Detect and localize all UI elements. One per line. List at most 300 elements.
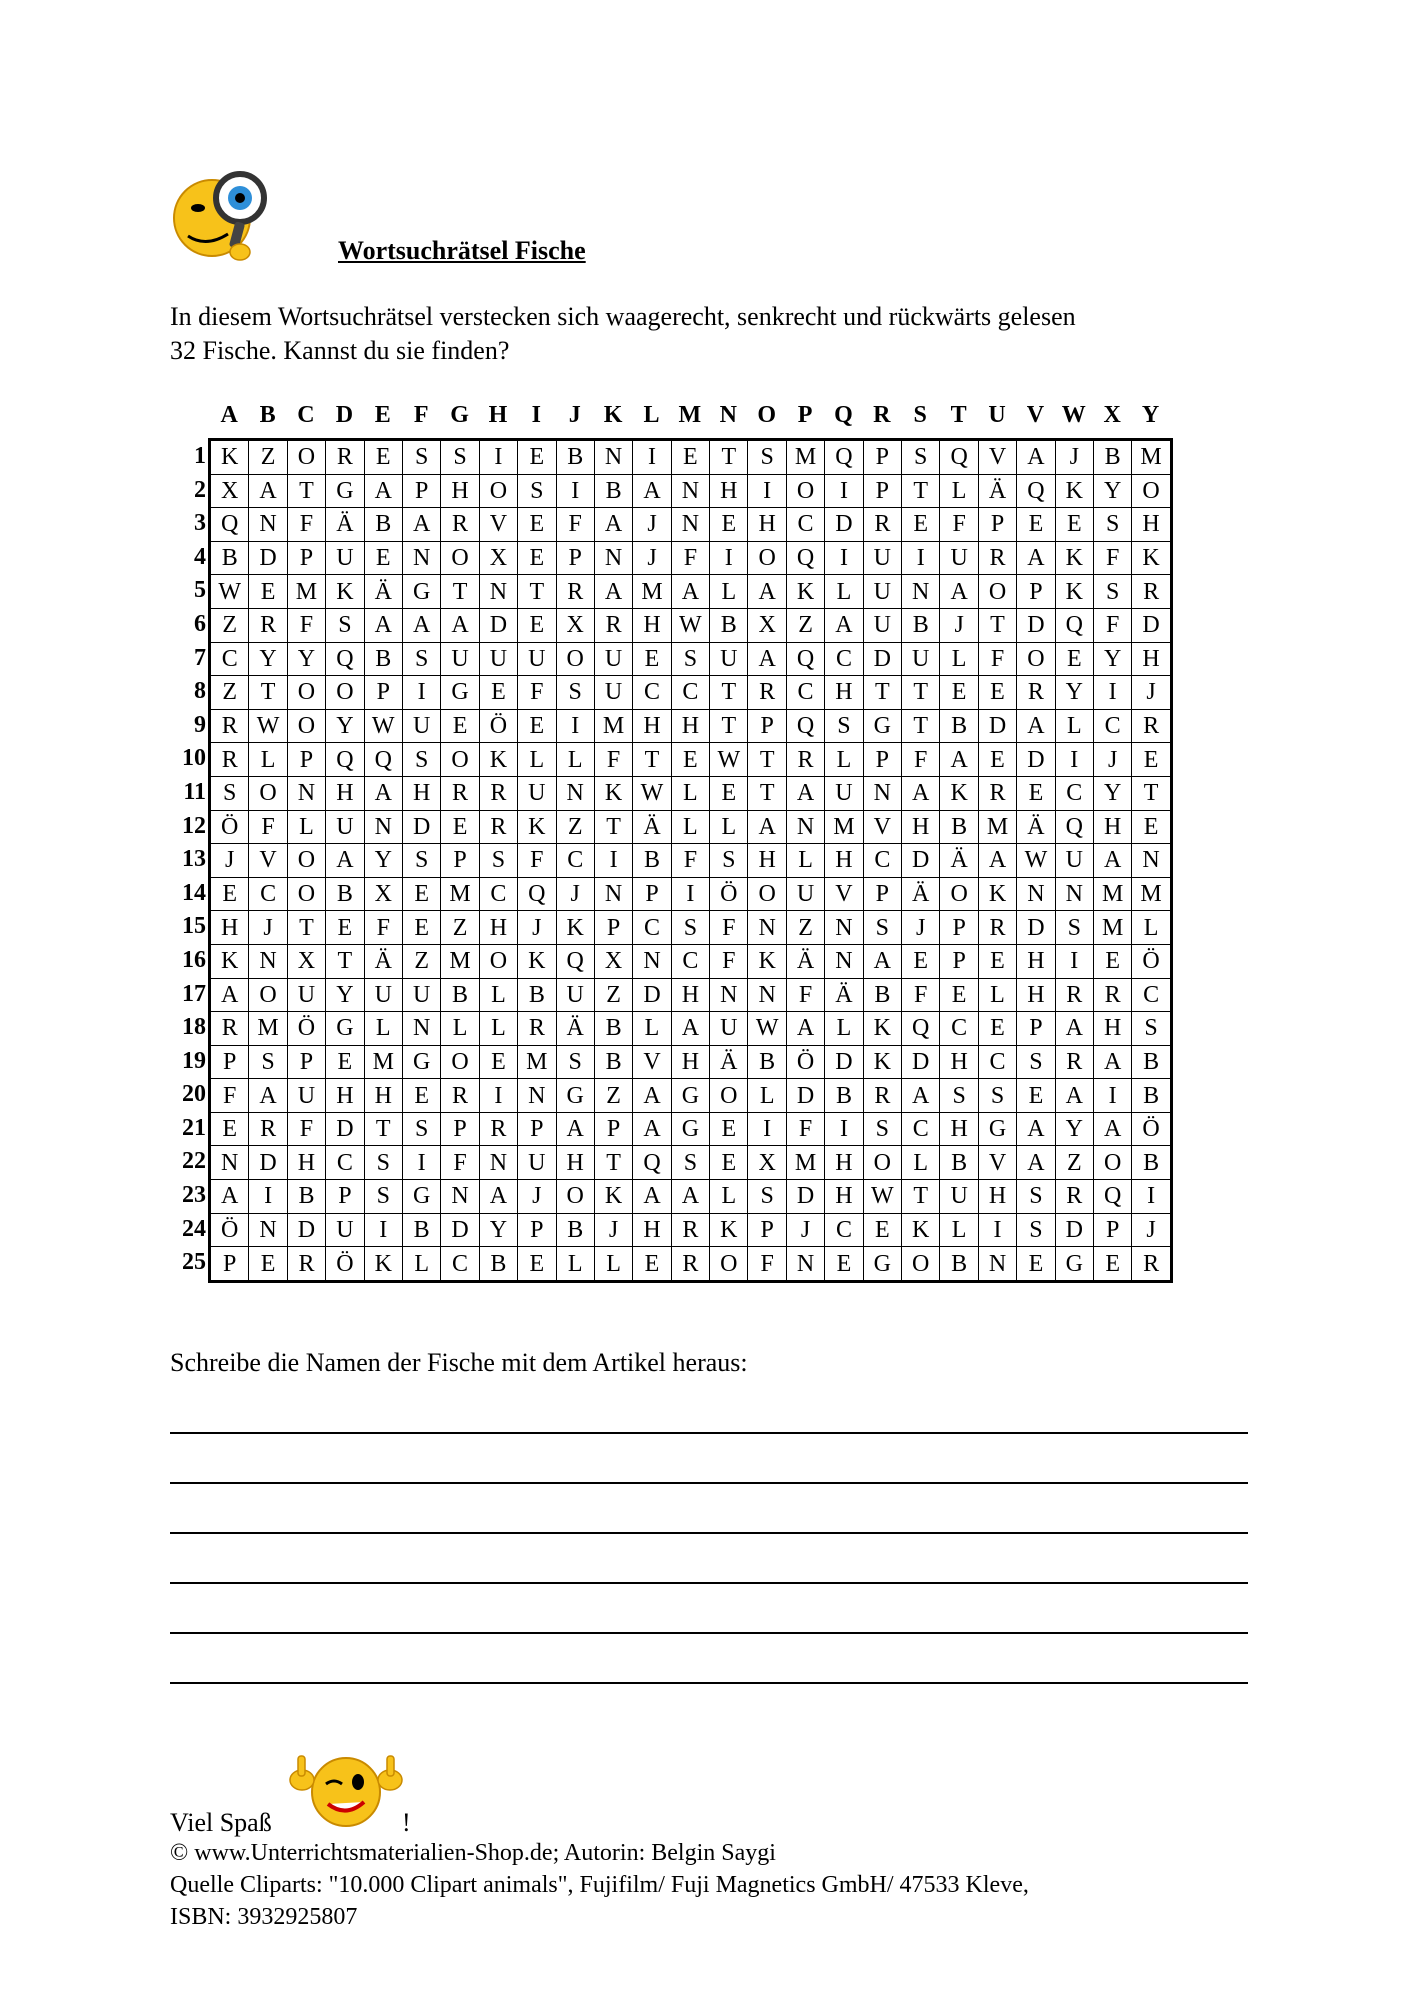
grid-cell[interactable]: R <box>479 776 517 810</box>
grid-cell[interactable]: G <box>402 575 440 609</box>
grid-cell[interactable]: F <box>978 642 1016 676</box>
grid-cell[interactable]: C <box>786 508 824 542</box>
grid-cell[interactable]: I <box>748 474 786 508</box>
grid-cell[interactable]: I <box>1055 743 1093 777</box>
grid-cell[interactable]: F <box>287 508 325 542</box>
grid-cell[interactable]: R <box>671 1213 709 1247</box>
grid-cell[interactable]: C <box>1055 776 1093 810</box>
grid-cell[interactable]: V <box>633 1045 671 1079</box>
grid-cell[interactable]: R <box>210 743 249 777</box>
grid-cell[interactable]: M <box>1132 440 1171 475</box>
grid-cell[interactable]: P <box>210 1247 249 1282</box>
grid-cell[interactable]: W <box>1017 844 1055 878</box>
grid-cell[interactable]: U <box>287 978 325 1012</box>
grid-cell[interactable]: K <box>748 944 786 978</box>
grid-cell[interactable]: E <box>940 676 978 710</box>
grid-cell[interactable]: J <box>786 1213 824 1247</box>
grid-cell[interactable]: U <box>940 541 978 575</box>
grid-cell[interactable]: M <box>249 1012 287 1046</box>
grid-cell[interactable]: P <box>518 1213 556 1247</box>
grid-cell[interactable]: C <box>671 676 709 710</box>
grid-cell[interactable]: D <box>249 541 287 575</box>
grid-cell[interactable]: Y <box>249 642 287 676</box>
grid-cell[interactable]: H <box>1132 508 1171 542</box>
grid-cell[interactable]: E <box>710 508 748 542</box>
grid-cell[interactable]: E <box>210 1112 249 1146</box>
grid-cell[interactable]: N <box>594 541 632 575</box>
grid-cell[interactable]: N <box>748 978 786 1012</box>
grid-cell[interactable]: Ö <box>287 1012 325 1046</box>
grid-cell[interactable]: D <box>902 844 940 878</box>
grid-cell[interactable]: K <box>518 810 556 844</box>
grid-cell[interactable]: N <box>978 1247 1016 1282</box>
grid-cell[interactable]: D <box>402 810 440 844</box>
grid-cell[interactable]: K <box>594 776 632 810</box>
grid-cell[interactable]: M <box>594 709 632 743</box>
grid-cell[interactable]: R <box>786 743 824 777</box>
grid-cell[interactable]: I <box>710 541 748 575</box>
grid-cell[interactable]: T <box>594 810 632 844</box>
grid-cell[interactable]: L <box>671 776 709 810</box>
grid-cell[interactable]: V <box>479 508 517 542</box>
grid-cell[interactable]: P <box>287 743 325 777</box>
grid-cell[interactable]: Ö <box>710 877 748 911</box>
grid-cell[interactable]: U <box>556 978 594 1012</box>
grid-cell[interactable]: Y <box>1093 642 1131 676</box>
grid-cell[interactable]: T <box>710 440 748 475</box>
grid-cell[interactable]: L <box>710 1180 748 1214</box>
grid-cell[interactable]: F <box>287 1112 325 1146</box>
grid-cell[interactable]: P <box>326 1180 364 1214</box>
grid-cell[interactable]: O <box>940 877 978 911</box>
grid-cell[interactable]: E <box>402 877 440 911</box>
grid-cell[interactable]: V <box>825 877 863 911</box>
grid-cell[interactable]: S <box>1093 508 1131 542</box>
grid-cell[interactable]: E <box>1132 810 1171 844</box>
grid-cell[interactable]: F <box>210 1079 249 1113</box>
grid-cell[interactable]: G <box>402 1045 440 1079</box>
grid-cell[interactable]: B <box>825 1079 863 1113</box>
grid-cell[interactable]: A <box>978 844 1016 878</box>
grid-cell[interactable]: A <box>210 1180 249 1214</box>
grid-cell[interactable]: C <box>326 1146 364 1180</box>
grid-cell[interactable]: E <box>249 575 287 609</box>
grid-cell[interactable]: U <box>402 709 440 743</box>
grid-cell[interactable]: O <box>287 709 325 743</box>
grid-cell[interactable]: K <box>556 911 594 945</box>
grid-cell[interactable]: P <box>863 877 901 911</box>
grid-cell[interactable]: Ö <box>210 1213 249 1247</box>
grid-cell[interactable]: K <box>1055 541 1093 575</box>
grid-cell[interactable]: Q <box>786 541 824 575</box>
grid-cell[interactable]: T <box>326 944 364 978</box>
grid-cell[interactable]: F <box>786 1112 824 1146</box>
grid-cell[interactable]: C <box>633 911 671 945</box>
grid-cell[interactable]: H <box>1093 1012 1131 1046</box>
grid-cell[interactable]: Y <box>326 978 364 1012</box>
grid-cell[interactable]: Q <box>518 877 556 911</box>
grid-cell[interactable]: E <box>710 776 748 810</box>
answer-line[interactable] <box>170 1632 1248 1634</box>
grid-cell[interactable]: P <box>863 474 901 508</box>
grid-cell[interactable]: S <box>364 1180 402 1214</box>
grid-cell[interactable]: U <box>594 676 632 710</box>
grid-cell[interactable]: H <box>902 810 940 844</box>
grid-cell[interactable]: I <box>556 474 594 508</box>
grid-cell[interactable]: M <box>786 1146 824 1180</box>
grid-cell[interactable]: O <box>479 474 517 508</box>
grid-cell[interactable]: U <box>326 810 364 844</box>
grid-cell[interactable]: O <box>287 844 325 878</box>
grid-cell[interactable]: M <box>441 877 479 911</box>
grid-cell[interactable]: Q <box>1017 474 1055 508</box>
grid-cell[interactable]: S <box>402 743 440 777</box>
grid-cell[interactable]: E <box>1017 1247 1055 1282</box>
grid-cell[interactable]: R <box>594 608 632 642</box>
grid-cell[interactable]: A <box>1093 844 1131 878</box>
grid-cell[interactable]: D <box>633 978 671 1012</box>
grid-cell[interactable]: N <box>210 1146 249 1180</box>
grid-cell[interactable]: D <box>287 1213 325 1247</box>
grid-cell[interactable]: Q <box>940 440 978 475</box>
grid-cell[interactable]: H <box>364 1079 402 1113</box>
grid-cell[interactable]: D <box>1132 608 1171 642</box>
grid-cell[interactable]: K <box>479 743 517 777</box>
grid-cell[interactable]: Z <box>402 944 440 978</box>
grid-cell[interactable]: W <box>633 776 671 810</box>
grid-cell[interactable]: Z <box>1055 1146 1093 1180</box>
grid-cell[interactable]: R <box>978 541 1016 575</box>
grid-cell[interactable]: D <box>441 1213 479 1247</box>
grid-cell[interactable]: T <box>710 676 748 710</box>
grid-cell[interactable]: R <box>441 1079 479 1113</box>
grid-cell[interactable]: O <box>249 776 287 810</box>
grid-cell[interactable]: Q <box>210 508 249 542</box>
grid-cell[interactable]: R <box>1055 1180 1093 1214</box>
grid-cell[interactable]: P <box>556 541 594 575</box>
grid-cell[interactable]: Y <box>1093 474 1131 508</box>
grid-cell[interactable]: A <box>594 508 632 542</box>
grid-cell[interactable]: B <box>518 978 556 1012</box>
grid-cell[interactable]: S <box>364 1146 402 1180</box>
grid-cell[interactable]: Q <box>364 743 402 777</box>
grid-cell[interactable]: R <box>556 575 594 609</box>
grid-cell[interactable]: N <box>825 944 863 978</box>
grid-cell[interactable]: E <box>671 743 709 777</box>
grid-cell[interactable]: L <box>825 1012 863 1046</box>
grid-cell[interactable]: N <box>479 575 517 609</box>
grid-cell[interactable]: K <box>863 1045 901 1079</box>
grid-cell[interactable]: E <box>518 1247 556 1282</box>
grid-cell[interactable]: S <box>1017 1180 1055 1214</box>
grid-cell[interactable]: A <box>863 944 901 978</box>
grid-cell[interactable]: X <box>556 608 594 642</box>
grid-cell[interactable]: L <box>556 743 594 777</box>
grid-cell[interactable]: S <box>748 1180 786 1214</box>
grid-cell[interactable]: H <box>633 709 671 743</box>
grid-cell[interactable]: B <box>940 1247 978 1282</box>
grid-cell[interactable]: A <box>671 1012 709 1046</box>
grid-cell[interactable]: H <box>479 911 517 945</box>
grid-cell[interactable]: O <box>556 642 594 676</box>
grid-cell[interactable]: T <box>364 1112 402 1146</box>
grid-cell[interactable]: N <box>249 944 287 978</box>
grid-cell[interactable]: Ö <box>210 810 249 844</box>
answer-line[interactable] <box>170 1532 1248 1534</box>
grid-cell[interactable]: O <box>441 1045 479 1079</box>
grid-cell[interactable]: E <box>364 440 402 475</box>
grid-cell[interactable]: R <box>1055 1045 1093 1079</box>
grid-cell[interactable]: P <box>1093 1213 1131 1247</box>
grid-cell[interactable]: X <box>748 608 786 642</box>
grid-cell[interactable]: R <box>441 508 479 542</box>
grid-cell[interactable]: M <box>287 575 325 609</box>
grid-cell[interactable]: I <box>825 1112 863 1146</box>
grid-cell[interactable]: E <box>518 440 556 475</box>
grid-cell[interactable]: E <box>978 676 1016 710</box>
grid-cell[interactable]: P <box>441 844 479 878</box>
grid-cell[interactable]: B <box>748 1045 786 1079</box>
grid-cell[interactable]: C <box>249 877 287 911</box>
grid-cell[interactable]: U <box>518 776 556 810</box>
grid-cell[interactable]: P <box>633 877 671 911</box>
grid-cell[interactable]: B <box>441 978 479 1012</box>
grid-cell[interactable]: N <box>556 776 594 810</box>
grid-cell[interactable]: F <box>671 844 709 878</box>
grid-cell[interactable]: H <box>940 1045 978 1079</box>
grid-cell[interactable]: E <box>518 709 556 743</box>
grid-cell[interactable]: Z <box>210 676 249 710</box>
grid-cell[interactable]: F <box>1093 541 1131 575</box>
grid-cell[interactable]: Ä <box>326 508 364 542</box>
grid-cell[interactable]: P <box>748 1213 786 1247</box>
grid-cell[interactable]: Ä <box>825 978 863 1012</box>
grid-cell[interactable]: C <box>902 1112 940 1146</box>
grid-cell[interactable]: A <box>364 608 402 642</box>
grid-cell[interactable]: H <box>710 474 748 508</box>
grid-cell[interactable]: A <box>671 1180 709 1214</box>
grid-cell[interactable]: R <box>1093 978 1131 1012</box>
grid-cell[interactable]: I <box>402 676 440 710</box>
grid-cell[interactable]: J <box>633 508 671 542</box>
grid-cell[interactable]: R <box>863 1079 901 1113</box>
grid-cell[interactable]: W <box>364 709 402 743</box>
grid-cell[interactable]: S <box>402 642 440 676</box>
grid-cell[interactable]: E <box>1093 944 1131 978</box>
grid-cell[interactable]: S <box>402 844 440 878</box>
grid-cell[interactable]: E <box>479 676 517 710</box>
grid-cell[interactable]: N <box>1055 877 1093 911</box>
grid-cell[interactable]: P <box>594 1112 632 1146</box>
grid-cell[interactable]: R <box>1132 1247 1171 1282</box>
grid-cell[interactable]: A <box>633 1079 671 1113</box>
grid-cell[interactable]: F <box>594 743 632 777</box>
grid-cell[interactable]: K <box>210 944 249 978</box>
grid-cell[interactable]: C <box>825 1213 863 1247</box>
grid-cell[interactable]: E <box>710 1112 748 1146</box>
grid-cell[interactable]: O <box>748 541 786 575</box>
grid-cell[interactable]: Ä <box>940 844 978 878</box>
grid-cell[interactable]: I <box>748 1112 786 1146</box>
grid-cell[interactable]: H <box>1017 944 1055 978</box>
grid-cell[interactable]: A <box>633 474 671 508</box>
grid-cell[interactable]: A <box>786 1012 824 1046</box>
grid-cell[interactable]: L <box>825 575 863 609</box>
grid-cell[interactable]: I <box>249 1180 287 1214</box>
grid-cell[interactable]: T <box>978 608 1016 642</box>
grid-cell[interactable]: M <box>441 944 479 978</box>
grid-cell[interactable]: Y <box>287 642 325 676</box>
grid-cell[interactable]: Q <box>902 1012 940 1046</box>
grid-cell[interactable]: D <box>326 1112 364 1146</box>
grid-cell[interactable]: M <box>1093 877 1131 911</box>
grid-cell[interactable]: H <box>287 1146 325 1180</box>
grid-cell[interactable]: D <box>825 508 863 542</box>
grid-cell[interactable]: Y <box>364 844 402 878</box>
grid-cell[interactable]: D <box>1017 911 1055 945</box>
grid-cell[interactable]: C <box>1132 978 1171 1012</box>
grid-cell[interactable]: O <box>441 541 479 575</box>
grid-cell[interactable]: T <box>902 1180 940 1214</box>
grid-cell[interactable]: B <box>364 642 402 676</box>
grid-cell[interactable]: A <box>633 1112 671 1146</box>
grid-cell[interactable]: O <box>1017 642 1055 676</box>
grid-cell[interactable]: F <box>364 911 402 945</box>
grid-cell[interactable]: W <box>249 709 287 743</box>
grid-cell[interactable]: E <box>710 1146 748 1180</box>
grid-cell[interactable]: Y <box>1055 1112 1093 1146</box>
grid-cell[interactable]: H <box>1132 642 1171 676</box>
grid-cell[interactable]: S <box>556 1045 594 1079</box>
grid-cell[interactable]: B <box>902 608 940 642</box>
grid-cell[interactable]: I <box>1093 676 1131 710</box>
grid-cell[interactable]: E <box>633 642 671 676</box>
grid-cell[interactable]: R <box>978 776 1016 810</box>
grid-cell[interactable]: H <box>825 844 863 878</box>
grid-cell[interactable]: I <box>1055 944 1093 978</box>
grid-cell[interactable]: D <box>1017 608 1055 642</box>
grid-cell[interactable]: Ö <box>786 1045 824 1079</box>
grid-cell[interactable]: P <box>441 1112 479 1146</box>
grid-cell[interactable]: G <box>671 1112 709 1146</box>
grid-cell[interactable]: B <box>1093 440 1131 475</box>
grid-cell[interactable]: O <box>556 1180 594 1214</box>
grid-cell[interactable]: Ä <box>710 1045 748 1079</box>
grid-cell[interactable]: S <box>863 1112 901 1146</box>
grid-cell[interactable]: S <box>441 440 479 475</box>
grid-cell[interactable]: W <box>863 1180 901 1214</box>
grid-cell[interactable]: R <box>1055 978 1093 1012</box>
grid-cell[interactable]: S <box>710 844 748 878</box>
grid-cell[interactable]: H <box>825 676 863 710</box>
grid-cell[interactable]: H <box>978 1180 1016 1214</box>
grid-cell[interactable]: U <box>902 642 940 676</box>
grid-cell[interactable]: L <box>594 1247 632 1282</box>
grid-cell[interactable]: N <box>441 1180 479 1214</box>
grid-cell[interactable]: P <box>940 911 978 945</box>
grid-cell[interactable]: T <box>1132 776 1171 810</box>
grid-cell[interactable]: Ä <box>364 944 402 978</box>
grid-cell[interactable]: T <box>249 676 287 710</box>
grid-cell[interactable]: J <box>594 1213 632 1247</box>
grid-cell[interactable]: U <box>863 575 901 609</box>
grid-cell[interactable]: I <box>902 541 940 575</box>
grid-cell[interactable]: E <box>863 1213 901 1247</box>
grid-cell[interactable]: L <box>402 1247 440 1282</box>
grid-cell[interactable]: X <box>287 944 325 978</box>
grid-cell[interactable]: S <box>556 676 594 710</box>
grid-cell[interactable]: F <box>518 676 556 710</box>
grid-cell[interactable]: T <box>594 1146 632 1180</box>
grid-cell[interactable]: F <box>710 944 748 978</box>
grid-cell[interactable]: E <box>441 709 479 743</box>
grid-cell[interactable]: T <box>863 676 901 710</box>
grid-cell[interactable]: B <box>402 1213 440 1247</box>
grid-cell[interactable]: E <box>1017 1079 1055 1113</box>
grid-cell[interactable]: U <box>594 642 632 676</box>
grid-cell[interactable]: X <box>210 474 249 508</box>
grid-cell[interactable]: Q <box>326 642 364 676</box>
grid-cell[interactable]: A <box>633 1180 671 1214</box>
grid-cell[interactable]: H <box>671 709 709 743</box>
grid-cell[interactable]: B <box>594 1012 632 1046</box>
grid-cell[interactable]: R <box>441 776 479 810</box>
grid-cell[interactable]: P <box>402 474 440 508</box>
grid-cell[interactable]: S <box>748 440 786 475</box>
grid-cell[interactable]: B <box>210 541 249 575</box>
grid-cell[interactable]: C <box>825 642 863 676</box>
grid-cell[interactable]: M <box>786 440 824 475</box>
grid-cell[interactable]: O <box>479 944 517 978</box>
grid-cell[interactable]: E <box>1017 508 1055 542</box>
grid-cell[interactable]: Q <box>556 944 594 978</box>
grid-cell[interactable]: I <box>364 1213 402 1247</box>
grid-cell[interactable]: S <box>518 474 556 508</box>
grid-cell[interactable]: U <box>287 1079 325 1113</box>
grid-cell[interactable]: N <box>710 978 748 1012</box>
grid-cell[interactable]: U <box>710 642 748 676</box>
grid-cell[interactable]: V <box>249 844 287 878</box>
grid-cell[interactable]: O <box>902 1247 940 1282</box>
grid-cell[interactable]: E <box>978 743 1016 777</box>
grid-cell[interactable]: R <box>1132 709 1171 743</box>
grid-cell[interactable]: E <box>1093 1247 1131 1282</box>
grid-cell[interactable]: B <box>940 810 978 844</box>
grid-cell[interactable]: H <box>326 776 364 810</box>
grid-cell[interactable]: S <box>671 911 709 945</box>
grid-cell[interactable]: G <box>402 1180 440 1214</box>
grid-cell[interactable]: P <box>210 1045 249 1079</box>
grid-cell[interactable]: S <box>210 776 249 810</box>
grid-cell[interactable]: H <box>633 1213 671 1247</box>
grid-cell[interactable]: K <box>940 776 978 810</box>
grid-cell[interactable]: U <box>364 978 402 1012</box>
grid-cell[interactable]: A <box>364 776 402 810</box>
grid-cell[interactable]: E <box>210 877 249 911</box>
grid-cell[interactable]: M <box>633 575 671 609</box>
grid-cell[interactable]: L <box>710 575 748 609</box>
grid-cell[interactable]: O <box>748 877 786 911</box>
grid-cell[interactable]: Z <box>249 440 287 475</box>
grid-cell[interactable]: V <box>978 1146 1016 1180</box>
grid-cell[interactable]: A <box>1093 1045 1131 1079</box>
grid-cell[interactable]: C <box>940 1012 978 1046</box>
grid-cell[interactable]: M <box>364 1045 402 1079</box>
grid-cell[interactable]: D <box>1055 1213 1093 1247</box>
grid-cell[interactable]: E <box>1055 642 1093 676</box>
grid-cell[interactable]: K <box>978 877 1016 911</box>
grid-cell[interactable]: F <box>902 978 940 1012</box>
